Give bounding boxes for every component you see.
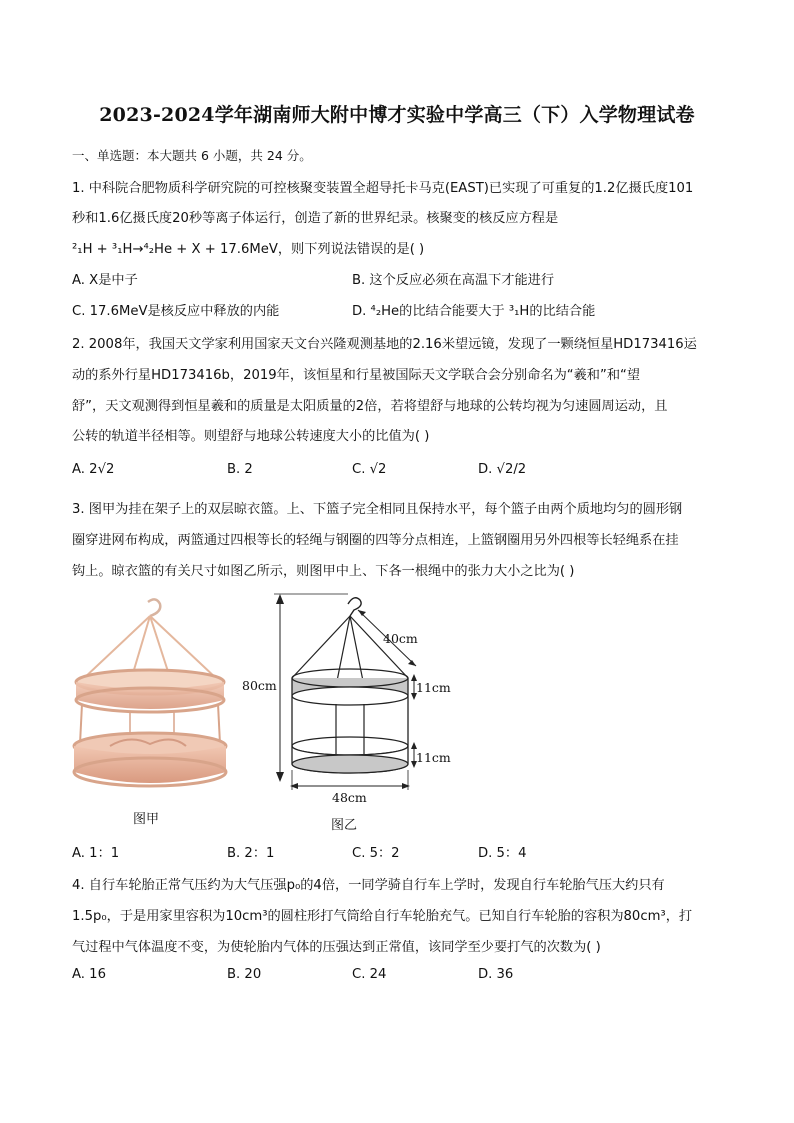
q3-option-c[interactable]: C. 5：2 [352,846,400,861]
q2-option-c[interactable]: C. √2 [352,462,387,477]
q4-option-b[interactable]: B. 20 [227,967,262,982]
q1-line-1: 1. 中科院合肥物质科学研究院的可控核聚变装置全超导托卡马克(EAST)已实现了可重复的1.2亿摄氏度101 [72,181,694,196]
q3-line-3: 钩上。晾衣篮的有关尺寸如图乙所示，则图甲中上、下各一根绳中的张力大小之比为( ) [72,564,575,579]
q3-line-1: 3. 图甲为挂在架子上的双层晾衣篮。上、下篮子完全相同且保持水平，每个篮子由两个质地均匀的圆形钢 [72,502,683,517]
q4-line-3: 气过程中气体温度不变，为使轮胎内气体的压强达到正常值，该同学至少要打气的次数为( ) [72,940,601,955]
q1-option-a[interactable]: A. X是中子 [72,273,138,288]
q3-option-a[interactable]: A. 1：1 [72,846,120,861]
q2-option-b[interactable]: B. 2 [227,462,253,477]
q2-option-a[interactable]: A. 2√2 [72,462,115,477]
figure-a-basket-image [70,596,230,794]
figure-b-caption: 图乙 [331,818,358,833]
q1-option-c[interactable]: C. 17.6MeV是核反应中释放的内能 [72,304,280,319]
q3-line-2: 圈穿进网布构成，两篮通过四根等长的轻绳与钢圈的四等分点相连，上篮钢圈用另外四根等长轻绳系在挂 [72,533,679,548]
q2-line-2: 动的系外行星HD173416b，2019年，该恒星和行星被国际天文学联合会分别命名为“羲和”和“望 [72,368,641,383]
label-diameter: 48cm [332,790,367,805]
figure-b-diagram [240,590,470,810]
q1-option-d[interactable]: D. ⁴₂He的比结合能要大于 ³₁H的比结合能 [352,304,596,319]
figure-a-caption: 图甲 [133,812,160,827]
q1-option-b[interactable]: B. 这个反应必须在高温下才能进行 [352,273,555,288]
label-total-height: 80cm [242,678,277,693]
q4-line-2: 1.5p₀，于是用家里容积为10cm³的圆柱形打气筒给自行车轮胎充气。已知自行车轮胎的容积为80cm³，打 [72,909,693,924]
label-rope-length: 40cm [383,631,418,646]
q4-option-a[interactable]: A. 16 [72,967,106,982]
q2-option-d[interactable]: D. √2/2 [478,462,527,477]
q4-line-1: 4. 自行车轮胎正常气压约为大气压强p₀的4倍，一同学骑自行车上学时，发现自行车轮胎气压大约只有 [72,878,665,893]
q3-option-b[interactable]: B. 2：1 [227,846,275,861]
q1-line-2: 秒和1.6亿摄氏度20秒等离子体运行，创造了新的世界纪录。核聚变的核反应方程是 [72,211,559,226]
label-bottom-gap: 11cm [416,750,451,765]
q4-option-d[interactable]: D. 36 [478,967,514,982]
page-title: 2023-2024学年湖南师大附中博才实验中学高三（下）入学物理试卷 [99,104,695,126]
q4-option-c[interactable]: C. 24 [352,967,387,982]
q3-option-d[interactable]: D. 5：4 [478,846,527,861]
q2-line-1: 2. 2008年，我国天文学家利用国家天文台兴隆观测基地的2.16米望远镜，发现了一颗绕恒星HD173416运 [72,337,697,352]
section-heading: 一、单选题：本大题共 6 小题，共 24 分。 [72,148,312,163]
q1-line-3: ²₁H + ³₁H→⁴₂He + X + 17.6MeV，则下列说法错误的是( ) [72,242,425,257]
q2-line-3: 舒”，天文观测得到恒星羲和的质量是太阳质量的2倍，若将望舒与地球的公转均视为匀速圆周运动，且 [72,399,668,414]
q2-line-4: 公转的轨道半径相等。则望舒与地球公转速度大小的比值为( ) [72,429,430,444]
label-top-gap: 11cm [416,680,451,695]
